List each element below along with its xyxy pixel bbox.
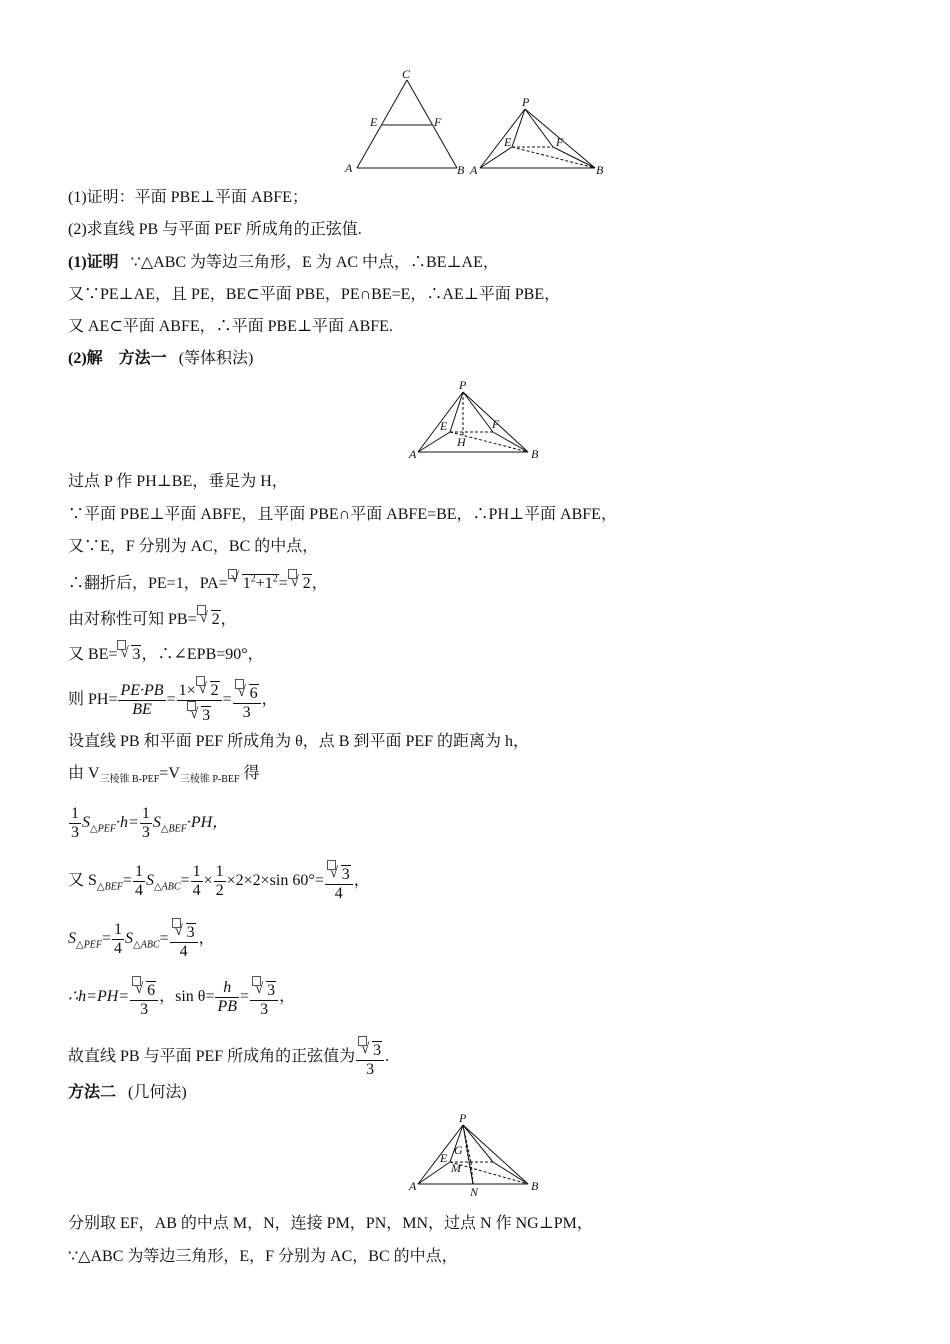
sqrt-term-1: 1 [242,575,251,592]
label-b: B [531,447,539,461]
fraction-pe-pb-over-be [118,682,165,719]
numerator-root: 3 [373,1042,382,1059]
numerator: h [215,979,239,998]
step-5-end: ， [220,611,237,628]
numerator-prefix: 1× [178,682,196,699]
pyr-edge-pf [525,109,553,147]
text: ×2×2×sin 60°= [226,872,324,890]
fraction-one-third [69,805,81,842]
step-12 [68,918,215,961]
numerator-root: 2 [210,682,219,699]
subscript: △BEF [160,823,187,835]
edge-ca [357,80,407,168]
numerator-root: 3 [186,924,195,941]
method-2-note: (几何法) [128,1084,187,1101]
label-h: H [457,435,466,449]
edge-fb [493,1162,528,1184]
fraction [133,863,145,900]
solution-2-label: (2)解 [68,350,103,367]
subscript-1: 三棱锥 B-PEF [99,774,160,786]
step-3: 又∵E，F 分别为 AC，BC 的中点， [68,538,319,555]
label-e: E [370,115,378,129]
step-7 [68,676,278,725]
subscript: △BEF [96,881,123,893]
question-2: (2)求直线 PB 与平面 PEF 所成角的正弦值. [68,221,362,238]
edge-pf [463,1125,493,1162]
fraction-one-third-2 [140,805,152,842]
fraction [214,863,226,900]
subscript-2: 三棱锥 P-BEF [179,774,240,786]
label-b: B [531,1179,539,1193]
fraction-root3-over-3: √ 3 3 [250,976,278,1019]
fraction-root3-over-4: √ 3 4 [325,860,353,903]
sqrt-be: √ 3 [120,645,141,663]
label-e: E [440,419,448,433]
step-4-end: ， [311,575,328,592]
edge-cb [407,80,457,168]
denominator: 2 [215,882,224,899]
fraction-root3-over-3: √ 3 3 [356,1036,384,1079]
numerator: 1 [141,805,150,822]
denominator: 3 [71,824,79,841]
step-9-b: =V [159,765,180,782]
pyr-edge-pa [480,109,525,168]
end: ， [279,988,296,1006]
step-4-prefix: ∴翻折后，PE=1，PA= [68,575,228,592]
label-m: M [451,1161,461,1175]
numerator: PE·PB [120,682,164,699]
denominator: BE [132,701,152,718]
fraction [191,863,203,900]
figure-triangle-and-pyramid [330,62,620,184]
method-2-step-2: ∵△ABC 为等边三角形，E，F 分别为 AC，BC 的中点， [68,1248,458,1265]
figure-pyramid-h [400,376,550,462]
denominator: PB [217,998,238,1015]
step-14 [68,1036,389,1079]
s-symbol: S [82,814,90,832]
step-9-c: 得 [239,765,260,782]
label-g: G [454,1143,463,1157]
proof-1-text-a: ∵△ABC 为等边三角形，E 为 AC 中点，∴BE⊥AE， [130,254,499,271]
label-f: F [492,417,500,431]
denominator: 3 [242,704,251,721]
text: 又 S [68,872,97,890]
text: ，sin θ= [159,988,215,1006]
numerator-root: 3 [267,982,276,999]
step-4 [68,569,328,594]
step-6-prefix: 又 BE= [68,646,118,663]
step-6 [68,640,264,665]
label-a: A [409,1179,417,1193]
denominator: 3 [140,1001,149,1018]
step-1: 过点 P 作 PH⊥BE，垂足为 H， [68,473,288,490]
text: ∴h=PH= [68,988,130,1006]
edge-pf [463,392,493,432]
subscript: △PEF [76,939,103,951]
denominator: 4 [134,882,143,899]
method-1-note: (等体积法) [178,350,254,367]
denominator: 4 [192,882,201,899]
denominator-root: 3 [202,707,211,724]
fraction-root6-over-3: √ 6 3 [130,976,158,1019]
label-b: B [457,163,465,177]
method-1-label: 方法一 [118,350,167,367]
step-9-a: 由 V [68,765,100,782]
equals: = [102,930,112,948]
fraction-root2-over-root3: 1× √ 2 √ 3 [177,676,222,725]
edge-fb [493,432,528,452]
edge-pe [450,392,463,432]
text: ·PH， [186,814,229,832]
label-f2: F [556,135,564,149]
numerator: 1 [71,805,79,822]
proof-1-line-c: 又 AE⊂平面 ABFE，∴平面 PBE⊥平面 ABFE. [68,318,393,335]
end: ， [353,872,370,890]
fraction-h-over-pb [215,979,239,1016]
text: ·h= [116,814,139,832]
subscript: △PEF [90,823,117,835]
pyr-edge-pe [512,109,525,147]
step-10 [68,805,228,842]
numerator-root: 6 [249,685,258,702]
figure-pyramid-mn [400,1110,550,1202]
subscript: △ABC [133,939,160,951]
label-n: N [470,1185,479,1199]
text: = [122,872,132,890]
numerator-root: 3 [341,866,350,883]
times: × [203,872,213,890]
equals: = [222,691,232,709]
equals: = [166,691,176,709]
proof-1-heading: (1)证明 [68,254,119,271]
label-p: P [522,95,530,109]
method-2-step-1: 分别取 EF，AB 的中点 M，N，连接 PM，PN，MN，过点 N 作 NG⊥PM， [68,1215,593,1232]
denominator: 3 [366,1061,375,1078]
label-a2: A [470,163,478,177]
numerator-root: 6 [147,982,156,999]
sqrt-pb-value: 2 [211,611,220,628]
step-9 [68,764,260,790]
s-symbol: S [125,930,134,948]
solution-2-heading [68,349,253,369]
step-2: ∵平面 PBE⊥平面 ABFE，且平面 PBE∩平面 ABFE=BE，∴PH⊥平面 ABFE， [68,506,617,523]
method-2-heading [68,1083,187,1103]
label-f: F [434,115,442,129]
exp-2: 2 [272,573,278,585]
numerator: 1 [114,921,123,938]
s-symbol: S [68,930,76,948]
pyr-edge-ae [480,147,512,168]
step-6-end: ，∴∠EPB=90°， [141,646,264,663]
sqrt-expression: √ $1^2+1^2$ [230,569,278,592]
fraction [112,921,124,958]
label-a: A [409,447,417,461]
equals: = [159,930,169,948]
denominator: 4 [179,943,188,960]
numerator: 1 [192,863,201,880]
label-b2: B [596,163,604,177]
step-5 [68,605,237,630]
s-symbol: S [145,872,154,890]
fraction-root6-over-3: √ 6 3 [233,679,261,722]
method-2-label: 方法二 [68,1084,117,1101]
edge-ae [418,1162,450,1184]
label-e2: E [504,135,512,149]
subscript: △ABC [153,881,181,893]
denominator: 4 [114,940,123,957]
step-11 [68,860,370,903]
equals: = [240,988,250,1006]
label-a: A [345,161,353,175]
label-c: C [402,67,411,81]
edge-ae [418,432,450,452]
sqrt-be-value: 3 [132,646,141,663]
step-7-prefix: 则 PH= [68,691,118,709]
label-p: P [459,378,467,392]
denominator: 3 [141,824,150,841]
step-7-end: ， [261,691,278,709]
equals: = [278,575,288,592]
step-8: 设直线 PB 和平面 PEF 所成角为 θ，点 B 到平面 PEF 的距离为 h， [68,733,530,750]
label-p: P [459,1111,467,1125]
proof-1-line-b: 又∵PE⊥AE，且 PE，BE⊂平面 PBE，PE∩BE=E，∴AE⊥平面 PBE， [68,286,561,303]
step-13 [68,976,295,1019]
denominator: 3 [260,1001,269,1018]
exp-1: 2 [250,573,256,585]
numerator: 1 [134,863,143,880]
numerator: 1 [215,863,224,880]
sqrt-pb: √ 2 [199,610,220,628]
s-symbol: S [152,814,161,832]
proof-1-line-a [68,253,499,273]
question-1: (1)证明：平面 PBE⊥平面 ABFE； [68,189,308,206]
end: ， [198,930,215,948]
denominator: 4 [334,885,343,902]
label-e: E [440,1151,448,1165]
sqrt-term-2: +1 [255,575,273,592]
end: . [385,1048,390,1066]
text: 故直线 PB 与平面 PEF 所成角的正弦值为 [68,1048,356,1066]
sqrt-result: √ 2 [290,574,311,592]
sqrt-result-value: 2 [302,575,311,592]
fraction-root3-over-4: √ 3 4 [170,918,198,961]
step-5-prefix: 由对称性可知 PB= [68,611,197,628]
equals: = [180,872,190,890]
